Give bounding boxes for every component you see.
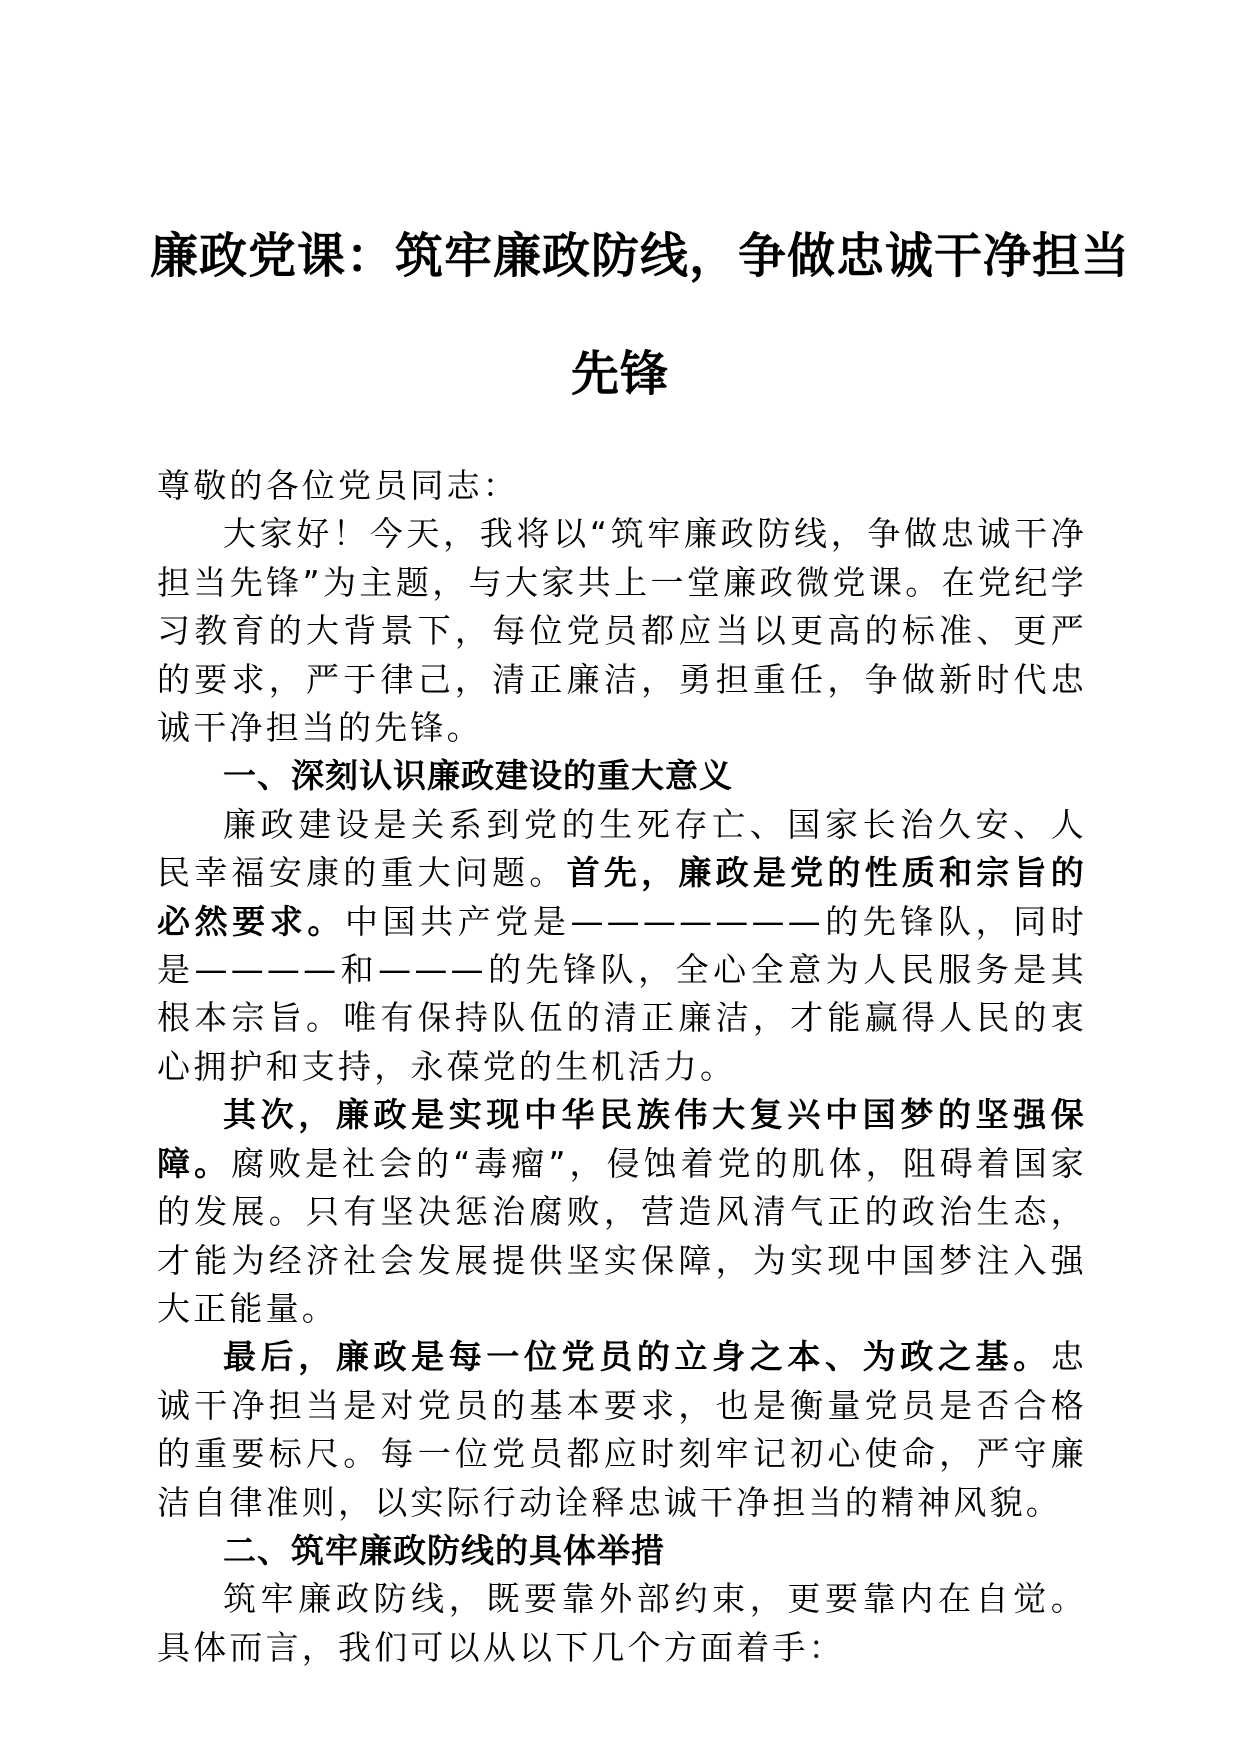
paragraph-body-text: 腐败是社会的“毒瘤”，侵蚀着党的肌体，阻碍着国家的发展。只有坚决惩治腐败，营造风清气正的政治生态，才能为经济社会发展提供坚实保障，为实现中国梦注入强大正能量。	[157, 1143, 1088, 1328]
emphasis-text: 最后，廉政是每一位党员的立身之本、为政之基。	[223, 1337, 1051, 1377]
paragraph-lead-text: 廉政建设是关系到党的生死存亡、国家长治久安、人民幸福安康的重大问题。	[157, 804, 1087, 893]
section-1-heading: 一、深刻认识廉政建设的重大意义	[223, 756, 733, 796]
section-1-paragraph-1	[157, 801, 1087, 1091]
emphasis-text: 首先，廉政是党的性质和宗旨的必然要求。	[157, 853, 1087, 941]
document-title-line-2: 先锋	[570, 346, 669, 402]
salutation: 尊敬的各位党员同志：	[157, 466, 519, 505]
section-2-paragraph-1: 筑牢廉政防线，既要靠外部约束，更要靠内在自觉。具体而言，我们可以从以下几个方面着手：	[157, 1579, 1087, 1667]
document-body	[157, 462, 1087, 1672]
document-title-line-1: 廉政党课：筑牢廉政防线，争做忠诚干净担当	[150, 228, 1131, 284]
paragraph-body-text: 忠诚干净担当是对党员的基本要求，也是衡量党员是否合格的重要标尺。每一位党员都应时刻牢记初心使命，严守廉洁自律准则，以实际行动诠释忠诚干净担当的精神风貌。	[157, 1337, 1087, 1522]
intro-paragraph: 大家好！今天，我将以“筑牢廉政防线，争做忠诚干净担当先锋”为主题，与大家共上一堂廉政微党课。在党纪学习教育的大背景下，每位党员都应当以更高的标准、更严的要求，严于律己，清正廉洁，勇担重任，争做新时代忠诚干净担当的先锋。	[157, 514, 1087, 748]
paragraph-body-text: 中国共产党是———————的先锋队，同时是————和———的先锋队，全心全意为人民服务是其根本宗旨。唯有保持队伍的清正廉洁，才能赢得人民的衷心拥护和支持，永葆党的生机活力。	[157, 901, 1088, 1086]
section-1-paragraph-3	[157, 1333, 1087, 1527]
section-1-paragraph-2	[157, 1091, 1087, 1333]
section-2-heading: 二、筑牢廉政防线的具体举措	[223, 1530, 665, 1570]
emphasis-text: 其次，廉政是实现中华民族伟大复兴中国梦的坚强保障。	[157, 1095, 1087, 1183]
